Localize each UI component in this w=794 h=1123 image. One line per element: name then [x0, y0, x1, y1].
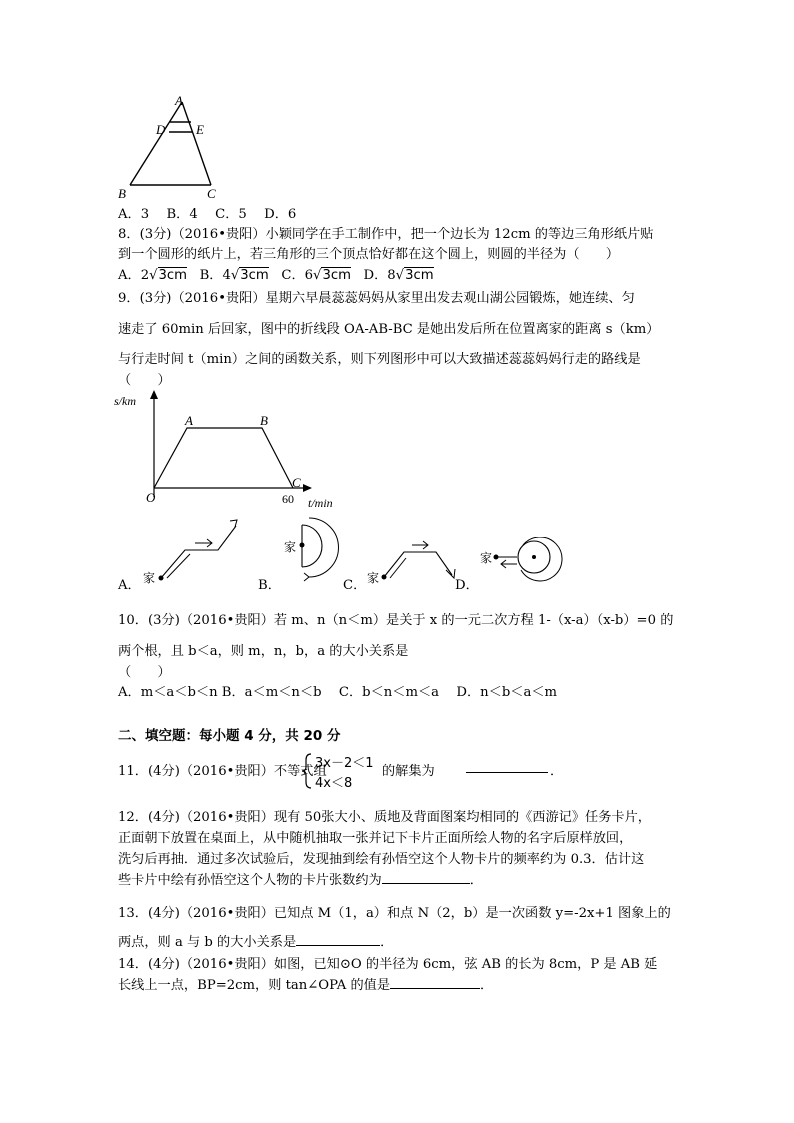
- route-arrow-line: [390, 558, 406, 578]
- q14-line2-text: 长线上一点，BP=2cm，则 tan∠OPA 的值是: [118, 978, 391, 993]
- label-b: B: [260, 413, 268, 428]
- brace-icon: [301, 752, 313, 790]
- tick-60: 60: [282, 492, 294, 506]
- y-axis-arrow: [150, 390, 158, 399]
- route-path: [161, 526, 236, 578]
- q9-option-d-label: D．: [455, 578, 479, 593]
- home-label: 家: [480, 551, 493, 565]
- x-label: t/min: [308, 496, 333, 510]
- center-dot: [532, 555, 536, 559]
- q13-line1: 13．(4分)（2016•贵阳）已知点 M（1，a）和点 N（2，b）是一次函数 y=-2x+1 图象上的: [118, 906, 671, 921]
- triangle-figure: [110, 92, 230, 202]
- q8-options: [118, 264, 434, 283]
- y-label: s/km: [114, 394, 136, 408]
- q9-option-d-figure: [475, 537, 565, 587]
- label-b: B: [118, 186, 126, 201]
- q7-options: A．3 B．4 C．5 D．6: [118, 207, 297, 222]
- label-d: D: [156, 122, 166, 137]
- q8-line2: 到一个圆形的纸片上，若三角形的三个顶点恰好都在这个圆上，则圆的半径为（ ）: [118, 247, 620, 262]
- q9-line1: 9．(3分)（2016•贵阳）星期六早晨蕊蕊妈妈从家里出发去观山湖公园锻炼，她连续、匀: [118, 291, 635, 306]
- q9-line2: 速走了 60min 后回家，图中的折线段 OA-AB-BC 是她出发后所在位置离家的距离 s（km）: [118, 322, 660, 337]
- arrow-head: [230, 520, 237, 527]
- q10-line3: （ ）: [118, 665, 171, 680]
- q9-option-c-figure: [364, 540, 464, 590]
- q12-end: ．: [469, 873, 483, 888]
- q11-answer-blank[interactable]: [466, 760, 548, 773]
- label-a: A: [175, 93, 183, 108]
- arrow-head: [304, 573, 309, 581]
- q10-options: A．m＜a＜b＜n B．a＜m＜n＜b C．b＜n＜m＜a D．n＜b＜a＜m: [118, 685, 558, 700]
- q12-line4-text: 些卡片中绘有孙悟空这个人物的卡片张数约为: [118, 873, 382, 888]
- distance-polyline: [154, 428, 293, 488]
- q9-line3: 与行走时间 t（min）之间的函数关系，则下列图形中可以大致描述蕊蕊妈妈行走的路线是: [118, 352, 641, 367]
- q12-line3: 洗匀后再抽．通过多次试验后，发现抽到绘有孙悟空这个人物卡片的频率约为 0.3．估计这: [118, 852, 645, 867]
- q12-line1: 12．(4分)（2016•贵阳）现有 50张大小、质地及背面图案均相同的《西游记》任务卡片，: [118, 810, 651, 825]
- q14-line2: [118, 974, 493, 993]
- q11-ineq1: 3x－2＜1: [315, 756, 374, 771]
- q13-line2: [118, 931, 393, 950]
- q8-option-a: A．2√3cm: [118, 268, 188, 283]
- q14-end: ．: [480, 978, 494, 993]
- q11-prefix: 11．(4分)（2016•贵阳）不等式组: [118, 764, 327, 779]
- q13-answer-blank[interactable]: [296, 933, 380, 946]
- q13-end: ．: [380, 935, 394, 950]
- q8-option-d: D．8√3cm: [363, 268, 434, 283]
- q9-line4: （ ）: [118, 373, 171, 388]
- semicircle-path: [302, 525, 322, 567]
- q8-option-b: B．4√3cm: [199, 268, 269, 283]
- label-c: C: [292, 475, 301, 490]
- q14-line1: 14．(4分)（2016•贵阳）如图，已知⊙O 的半径为 6cm，弦 AB 的长为 8cm，P 是 AB 延: [118, 957, 658, 972]
- arc-arrow: [521, 537, 562, 581]
- q8-option-c: C．6√3cm: [281, 268, 351, 283]
- q12-line4: [118, 869, 483, 888]
- q11-ineq2: 4x＜8: [315, 776, 353, 791]
- q13-line2-text: 两点，则 a 与 b 的大小关系是: [118, 935, 297, 950]
- home-label: 家: [367, 571, 380, 585]
- q12-line2: 正面朝下放置在桌面上，从中随机抽取一张并记下卡片正面所绘人物的名字后原样放回，: [118, 831, 633, 846]
- arc-arrow: [309, 518, 338, 577]
- q9-option-c-label: C．: [343, 578, 367, 593]
- home-label: 家: [284, 540, 297, 554]
- q9-option-a-label: A．: [118, 578, 141, 593]
- q10-line2: 两个根，且 b＜a，则 m，n，b，a 的大小关系是: [118, 644, 409, 659]
- s-t-graph: [112, 385, 352, 515]
- q11-end: ．: [550, 764, 564, 779]
- label-c: C: [207, 186, 216, 201]
- q8-line1: 8．(3分)（2016•贵阳）小颖同学在手工制作中，把一个边长为 12cm 的等边三角形纸片贴: [118, 227, 654, 242]
- side-ac: [182, 102, 211, 185]
- x-axis-arrow: [303, 484, 312, 492]
- side-ab: [130, 102, 182, 185]
- q14-answer-blank[interactable]: [390, 976, 480, 989]
- q9-option-a-figure: [140, 518, 250, 588]
- q9-option-b-label: B．: [258, 578, 281, 593]
- label-o: O: [146, 490, 156, 505]
- label-e: E: [196, 122, 204, 137]
- section-title: 二、填空题：每小题 4 分，共 20 分: [118, 728, 341, 744]
- q12-answer-blank[interactable]: [382, 871, 470, 884]
- q11-suffix: 的解集为: [382, 764, 435, 779]
- home-label: 家: [143, 571, 156, 585]
- q10-line1: 10．(3分)（2016•贵阳）若 m、n（n＜m）是关于 x 的一元二次方程 1-（x-a）（x-b）=0 的: [118, 613, 674, 628]
- label-a: A: [185, 413, 193, 428]
